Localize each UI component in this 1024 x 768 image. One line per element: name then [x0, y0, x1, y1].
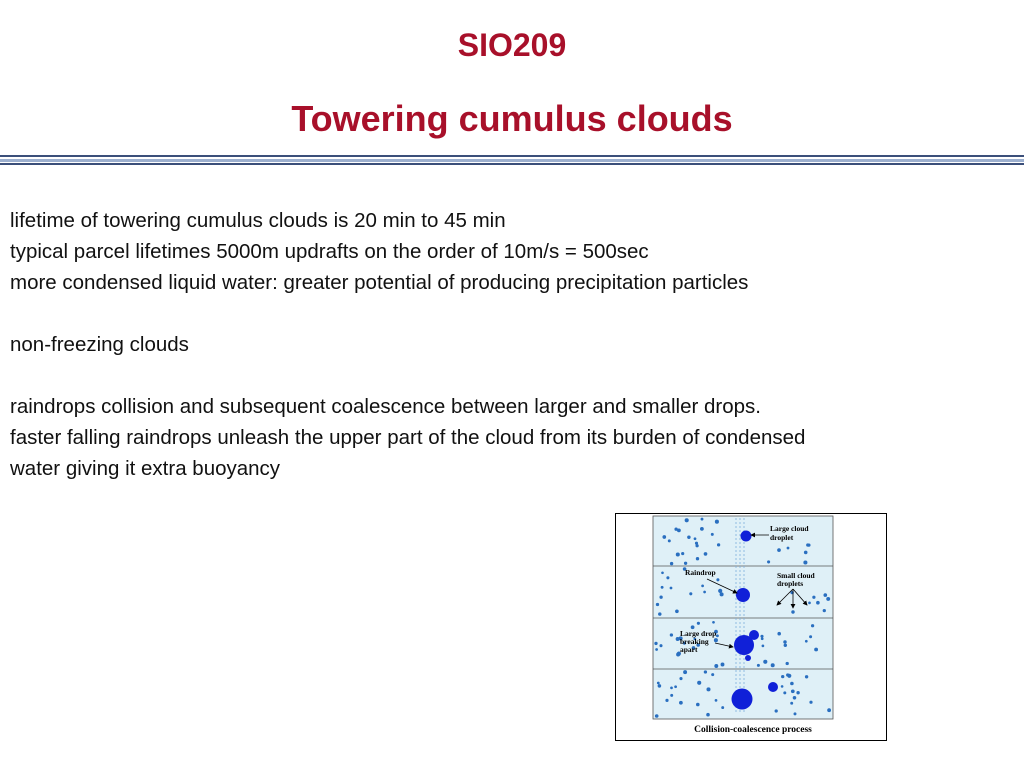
label-small-cloud-droplets-2: droplets — [777, 579, 804, 588]
cloud-droplet — [711, 673, 714, 676]
cloud-droplet — [716, 578, 719, 581]
cloud-droplet — [704, 552, 708, 556]
cloud-droplet — [662, 535, 666, 539]
cloud-droplet — [659, 596, 662, 599]
body-line: raindrops collision and subsequent coalescence between larger and smaller drops. — [10, 395, 761, 418]
cloud-droplet — [790, 702, 793, 705]
cloud-droplet — [670, 587, 673, 590]
cloud-droplet — [786, 662, 789, 665]
cloud-droplet — [674, 685, 677, 688]
cloud-droplet — [677, 528, 681, 532]
cloud-droplet — [712, 621, 715, 624]
cloud-droplet — [826, 597, 830, 601]
cloud-droplet — [714, 638, 718, 642]
cloud-droplet — [791, 689, 795, 693]
large-drop — [768, 682, 778, 692]
cloud-droplet — [790, 682, 794, 686]
cloud-droplet — [805, 675, 808, 678]
cloud-droplet — [704, 670, 707, 673]
cloud-droplet — [827, 708, 831, 712]
cloud-droplet — [665, 699, 668, 702]
cloud-droplet — [721, 706, 724, 709]
cloud-droplet — [695, 544, 698, 547]
cloud-droplet — [668, 539, 671, 542]
large-drop — [732, 689, 753, 710]
cloud-droplet — [806, 543, 809, 546]
cloud-droplet — [659, 644, 662, 647]
cloud-droplet — [787, 674, 791, 678]
cloud-droplet — [657, 682, 660, 685]
cloud-droplet — [679, 677, 682, 680]
cloud-droplet — [700, 527, 704, 531]
label-large-drop-breaking-2: breaking — [680, 637, 709, 646]
body-line: non-freezing clouds — [10, 333, 189, 356]
cloud-droplet — [658, 684, 662, 688]
cloud-droplet — [706, 687, 710, 691]
cloud-droplet — [805, 640, 808, 643]
cloud-droplet — [718, 589, 722, 593]
cloud-droplet — [696, 703, 700, 707]
cloud-droplet — [689, 592, 692, 595]
cloud-droplet — [816, 601, 820, 605]
cloud-droplet — [679, 701, 683, 705]
figure-caption: Collision-coalescence process — [694, 725, 812, 735]
cloud-droplet — [781, 675, 784, 678]
cloud-droplet — [787, 547, 790, 550]
body-line: lifetime of towering cumulus clouds is 20 min to 45 min — [10, 209, 506, 232]
cloud-droplet — [703, 591, 706, 594]
cloud-droplet — [812, 596, 815, 599]
cloud-droplet — [670, 562, 673, 565]
cloud-droplet — [811, 624, 814, 627]
label-large-cloud-droplet-2: droplet — [770, 533, 794, 542]
paragraph-gap — [10, 360, 1015, 391]
cloud-droplet — [670, 687, 673, 690]
cloud-droplet — [775, 709, 778, 712]
cloud-droplet — [670, 694, 673, 697]
cloud-droplet — [757, 664, 760, 667]
cloud-droplet — [696, 557, 699, 560]
cloud-droplet — [771, 663, 775, 667]
cloud-droplet — [823, 593, 827, 597]
cloud-droplet — [793, 696, 797, 700]
cloud-droplet — [666, 576, 669, 579]
cloud-droplet — [761, 637, 764, 640]
cloud-droplet — [721, 663, 725, 667]
cloud-droplet — [763, 660, 767, 664]
label-large-drop-breaking-3: apart — [680, 645, 698, 654]
cloud-droplet — [784, 644, 787, 647]
large-drop — [745, 655, 751, 661]
cloud-droplet — [809, 701, 812, 704]
cloud-droplet — [670, 633, 673, 636]
cloud-droplet — [783, 691, 786, 694]
body-line: more condensed liquid water: greater potential of producing precipitation particles — [10, 271, 749, 294]
slide-title: SIO209 — [457, 27, 567, 63]
cloud-droplet — [706, 713, 710, 717]
cloud-droplet — [697, 622, 700, 625]
large-drop — [749, 630, 759, 640]
cloud-droplet — [777, 632, 781, 636]
cloud-droplet — [711, 533, 714, 536]
cloud-droplet — [808, 602, 811, 605]
cloud-droplet — [796, 691, 799, 694]
cloud-droplet — [656, 603, 659, 606]
cloud-droplet — [701, 585, 704, 588]
cloud-droplet — [804, 551, 808, 555]
cloud-droplet — [777, 548, 781, 552]
cloud-droplet — [658, 612, 661, 615]
collision-coalescence-figure — [615, 513, 887, 741]
cloud-droplet — [655, 648, 658, 651]
cloud-droplet — [823, 609, 826, 612]
cloud-droplet — [794, 712, 797, 715]
cloud-droplet — [783, 640, 786, 643]
cloud-droplet — [694, 537, 697, 540]
label-large-cloud-droplet: Large cloud — [770, 524, 809, 533]
label-raindrop: Raindrop — [685, 568, 716, 577]
cloud-droplet — [716, 634, 719, 637]
cloud-droplet — [654, 642, 657, 645]
cloud-droplet — [697, 681, 701, 685]
cloud-droplet — [715, 520, 719, 524]
cloud-droplet — [683, 670, 687, 674]
cloud-droplet — [767, 560, 770, 563]
cloud-droplet — [814, 648, 818, 652]
cloud-droplet — [676, 552, 680, 556]
cloud-droplet — [655, 714, 659, 718]
cloud-droplet — [791, 610, 794, 613]
body-line: faster falling raindrops unleash the upper part of the cloud from its burden of condensed — [10, 426, 806, 449]
cloud-droplet — [661, 571, 664, 574]
body-line: typical parcel lifetimes 5000m updrafts on the order of 10m/s = 500sec — [10, 240, 649, 263]
cloud-droplet — [701, 518, 704, 521]
cloud-droplet — [781, 685, 784, 688]
label-large-drop-breaking: Large drop — [680, 629, 717, 638]
slide-subtitle: Towering cumulus clouds — [291, 98, 733, 139]
cloud-droplet — [715, 699, 718, 702]
slide-body — [10, 205, 1015, 484]
cloud-droplet — [681, 552, 684, 555]
cloud-droplet — [762, 645, 765, 648]
body-line: water giving it extra buoyancy — [10, 457, 281, 480]
cloud-droplet — [684, 562, 687, 565]
large-drop — [741, 531, 752, 542]
label-small-cloud-droplets: Small cloud — [777, 571, 815, 580]
cloud-droplet — [803, 560, 807, 564]
header-divider — [0, 155, 1024, 165]
cloud-droplet — [687, 536, 690, 539]
cloud-droplet — [714, 664, 718, 668]
cloud-droplet — [685, 518, 689, 522]
cloud-droplet — [675, 609, 679, 613]
large-drop — [736, 588, 750, 602]
cloud-droplet — [717, 543, 720, 546]
paragraph-gap — [10, 298, 1015, 329]
cloud-droplet — [661, 586, 664, 589]
cloud-droplet — [809, 635, 812, 638]
